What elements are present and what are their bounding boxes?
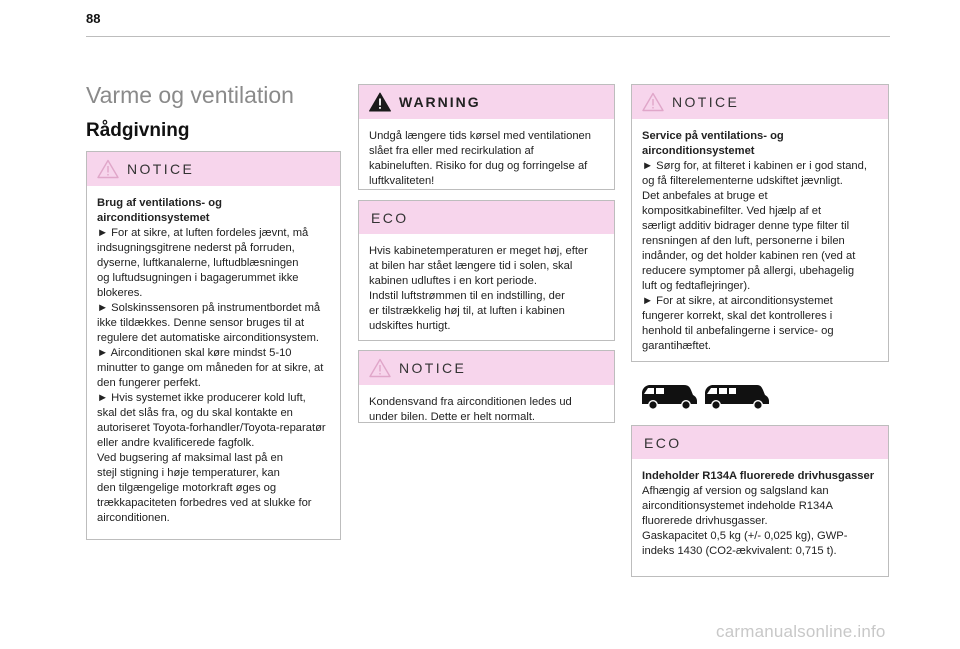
text-line: luft og fedtaflejringer). <box>642 280 751 292</box>
warning-triangle-filled-icon <box>369 92 391 112</box>
text-line: ► For at sikre, at airconditionsystemet <box>642 295 833 307</box>
text-line: og luftudsugningen i bagagerummet ikke <box>97 272 299 284</box>
text-line: regulere det automatiske airconditionsystem. <box>97 332 319 344</box>
text-line: under bilen. Dette er helt normalt. <box>369 411 536 423</box>
text-line: og få filterelementerne udskiftet jævnligt. <box>642 175 843 187</box>
eco-box-refrigerant <box>631 425 889 577</box>
text-line: Hvis kabinetemperaturen er meget høj, efter <box>369 245 588 257</box>
text-line: ► Sørg for, at filteret i kabinen er i god stand, <box>642 160 867 172</box>
text-line: Kondensvand fra airconditionen ledes ud <box>369 396 572 408</box>
text-line: er tilstrækkelig høj til, at luften i kabinen <box>369 305 565 317</box>
van-icons <box>640 381 770 411</box>
text-line: den fungerer perfekt. <box>97 377 201 389</box>
text-line: indånder, og det holder kabinen ren (ved at <box>642 250 856 262</box>
text-line: reducere symptomer på allergi, ubehagelig <box>642 265 855 277</box>
text-line: kompositkabinefilter. Ved hjælp af et <box>642 205 822 217</box>
page-title: Varme og ventilation <box>86 82 294 108</box>
text-line: Det anbefales at bruge et <box>642 190 768 202</box>
text-line: ► For at sikre, at luften fordeles jævnt, må <box>97 227 309 239</box>
van-icon <box>705 385 769 410</box>
eco-header <box>359 201 614 234</box>
eco-label: ECO <box>371 209 409 226</box>
warning-header <box>359 85 614 119</box>
text-line: udskiftes hurtigt. <box>369 320 451 332</box>
text-line: stejl stigning i høje temperaturer, kan <box>97 467 280 479</box>
text-line: rensningen af den luft, personerne i bilen <box>642 235 845 247</box>
text-line: ► Hvis systemet ikke producerer kold luft, <box>97 392 306 404</box>
text-line: minutter to gange om måneden for at sikre, at <box>97 362 324 374</box>
notice-box-condensation <box>358 350 615 423</box>
eco-label: ECO <box>644 434 682 451</box>
text-line: fluorerede drivhusgasser. <box>642 515 768 527</box>
text-line: dyserne, luftkanalerne, luftudblæsningen <box>97 257 299 269</box>
text-line: trækkapaciteten forbedres ved at slukke for <box>97 497 312 509</box>
text-line: blokeres. <box>97 287 143 299</box>
text-line: garantihæftet. <box>642 340 712 352</box>
warning-triangle-outline-icon <box>369 358 391 378</box>
text-line: ikke tildækkes. Denne sensor bruges til at <box>97 317 305 329</box>
text-line: kabineluften. Risiko for dug og forringelse af <box>369 160 588 172</box>
text-line: autoriseret Toyota-forhandler/Toyota-reparatør <box>97 422 326 434</box>
top-rule <box>86 36 890 37</box>
section-title: Rådgivning <box>86 120 190 141</box>
text-line: Gaskapacitet 0,5 kg (+/- 0,025 kg), GWP- <box>642 530 848 542</box>
text-line: henhold til anbefalingerne i service- og <box>642 325 834 337</box>
text-line: fungerer korrekt, skal det kontrolleres i <box>642 310 833 322</box>
text-line: slået fra eller med recirkulation af <box>369 145 534 157</box>
eco-box-ventilate-cabin <box>358 200 615 341</box>
notice-header <box>632 85 888 119</box>
watermark-text: carmanualsonline.info <box>716 622 886 641</box>
text-line: Indstil luftstrømmen til en indstilling, der <box>369 290 565 302</box>
text-line: airconditionen. <box>97 512 170 524</box>
text-line: at bilen har stået længere tid i solen, skal <box>369 260 573 272</box>
notice-heading: Brug af ventilations- og airconditionsystemet <box>97 197 222 224</box>
notice-header <box>87 152 340 186</box>
notice-text <box>97 226 330 526</box>
text-line: Afhængig af version og salgsland kan <box>642 485 829 497</box>
text-line: luftkvaliteten! <box>369 175 435 187</box>
warning-triangle-outline-icon <box>97 159 119 179</box>
text-line: ► Solskinssensoren på instrumentbordet må <box>97 302 321 314</box>
warning-box-recirculation <box>358 84 615 190</box>
text-line: skal det slås fra, og du skal kontakte en <box>97 407 293 419</box>
page-number: 88 <box>86 11 101 26</box>
text-line: ► Airconditionen skal køre mindst 5-10 <box>97 347 292 359</box>
notice-label: NOTICE <box>127 161 195 177</box>
text-line: særligt additiv bidrager denne type filter til <box>642 220 850 232</box>
text-line: Ved bugsering af maksimal last på en <box>97 452 283 464</box>
text-line: Undgå længere tids kørsel med ventilationen <box>369 130 592 142</box>
notice-heading: Service på ventilations- og airconditionsystemet <box>642 130 784 157</box>
eco-header <box>632 426 888 459</box>
notice-label: NOTICE <box>672 94 740 110</box>
text-line: eller andre kvalificerede fagfolk. <box>97 437 255 449</box>
text-line: airconditionsystemet indeholde R134A <box>642 500 833 512</box>
notice-box-ventilation-use <box>86 151 341 540</box>
warning-triangle-outline-icon <box>642 92 664 112</box>
warning-label: WARNING <box>399 94 481 110</box>
van-icon <box>642 385 697 410</box>
text-line: kabinen udluftes i en kort periode. <box>369 275 537 287</box>
text-line: den tilgængelige motorkraft øges og <box>97 482 277 494</box>
notice-header <box>359 351 614 385</box>
text-line: indsugningsgitrene nederst på forruden, <box>97 242 295 254</box>
eco-heading: Indeholder R134A fluorerede drivhusgasser <box>642 470 875 482</box>
text-line: indeks 1430 (CO2-ækvivalent: 0,715 t). <box>642 545 837 557</box>
notice-label: NOTICE <box>399 360 467 376</box>
notice-box-service <box>631 84 889 362</box>
